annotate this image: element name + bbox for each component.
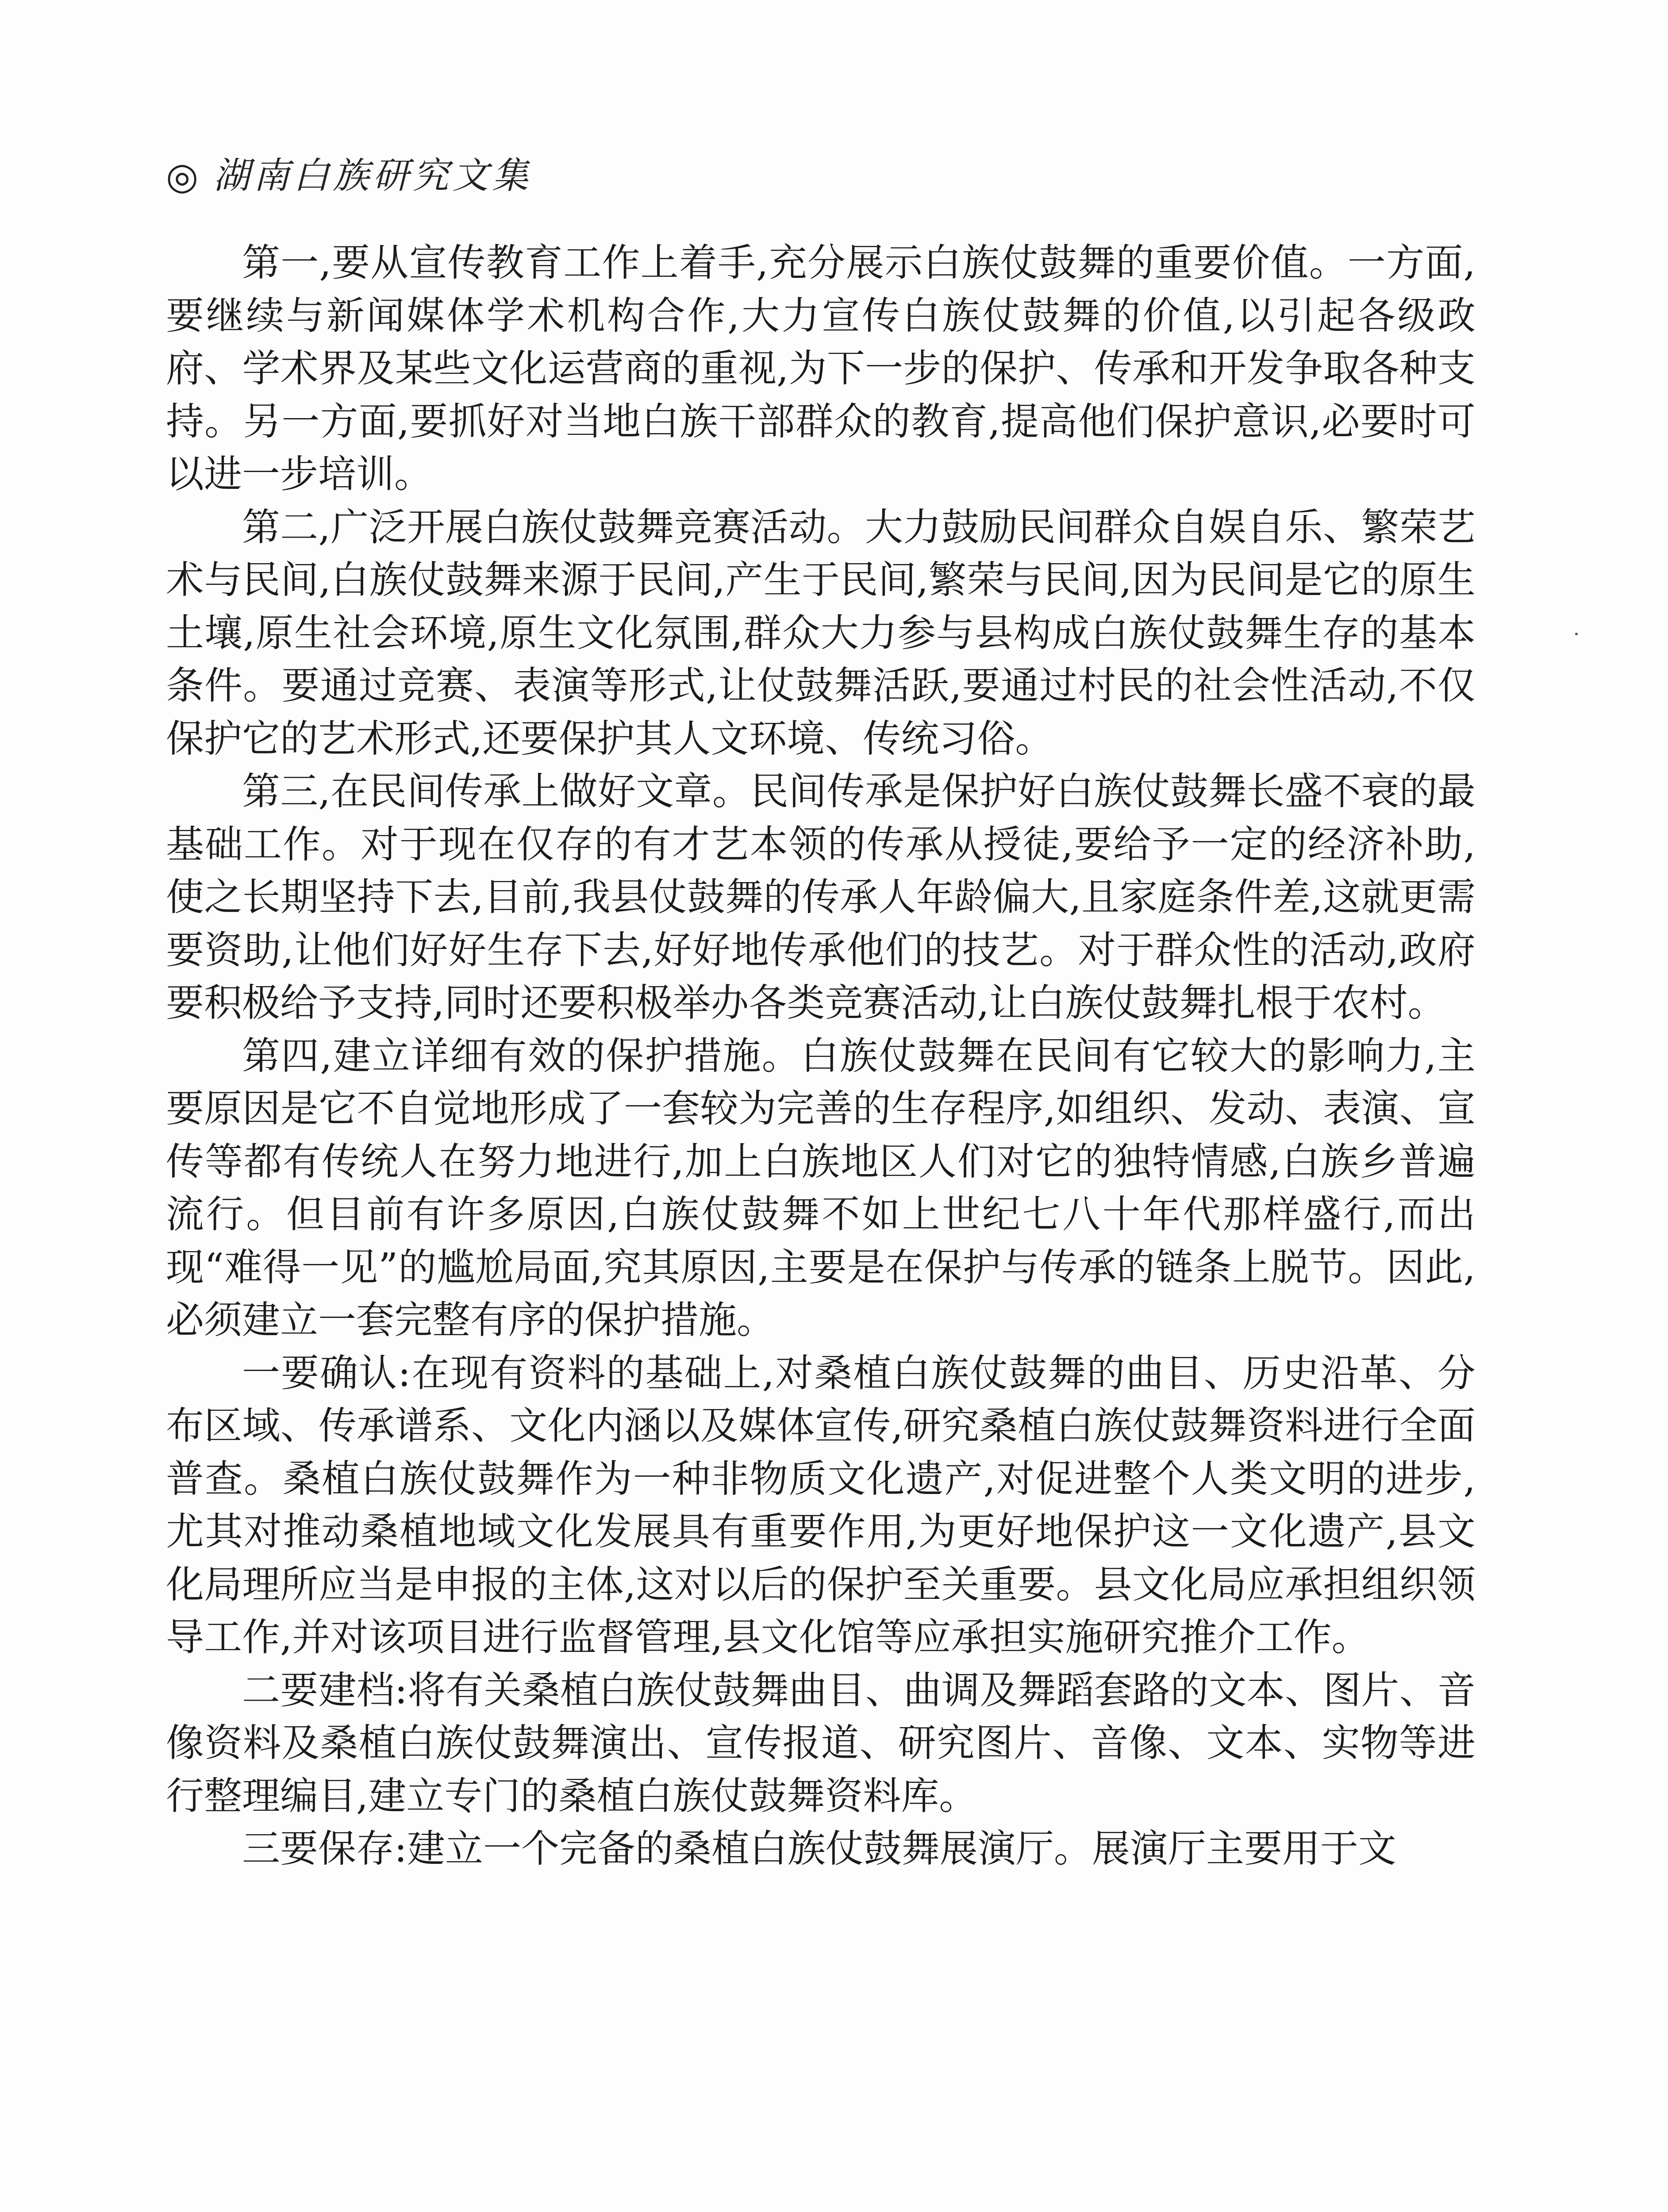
paragraph-2: 第二,广泛开展白族仗鼓舞竞赛活动。大力鼓励民间群众自娱自乐、繁荣艺术与民间,白族仗鼓舞来源于民间,产生于民间,繁荣与民间,因为民间是它的原生土壤,原生社会环境,原生文化氛围,群众大力参与县构成白族仗鼓舞生存的基本条件。要通过竞赛、表演等形式,让仗鼓舞活跃,要通过村民的社会性活动,不仅保护它的艺术形式,还要保护其人文环境、传统习俗。 — [166, 505, 1476, 761]
body-text — [166, 237, 1476, 1876]
book-title: 湖南白族研究文集 — [213, 155, 532, 197]
double-circle-icon: ◎ — [166, 154, 199, 198]
paragraph-1: 第一,要从宣传教育工作上着手,充分展示白族仗鼓舞的重要价值。一方面,要继续与新闻媒体学术机构合作,大力宣传白族仗鼓舞的价值,以引起各级政府、学术界及某些文化运营商的重视,为下一步的保护、传承和开发争取各种支持。另一方面,要抓好对当地白族干部群众的教育,提高他们保护意识,必要时可以进一步培训。 — [166, 241, 1476, 496]
paragraph-5: 一要确认:在现有资料的基础上,对桑植白族仗鼓舞的曲目、历史沿革、分布区域、传承谱系、文化内涵以及媒体宣传,研究桑植白族仗鼓舞资料进行全面普查。桑植白族仗鼓舞作为一种非物质文化遗产,对促进整个人类文明的进步,尤其对推动桑植地域文化发展具有重要作用,为更好地保护这一文化遗产,县文化局理所应当是申报的主体,这对以后的保护至关重要。县文化局应承担组织领导工作,并对该项目进行监督管理,县文化馆等应承担实施研究推介工作。 — [166, 1351, 1476, 1659]
paragraph-3: 第三,在民间传承上做好文章。民间传承是保护好白族仗鼓舞长盛不衰的最基础工作。对于现在仅存的有才艺本领的传承从授徒,要给予一定的经济补助,使之长期坚持下去,目前,我县仗鼓舞的传承人年龄偏大,且家庭条件差,这就更需要资助,让他们好好生存下去,好好地传承他们的技艺。对于群众性的活动,政府要积极给予支持,同时还要积极举办各类竞赛活动,让白族仗鼓舞扎根于农村。 — [166, 769, 1476, 1025]
paragraph-7: 三要保存:建立一个完备的桑植白族仗鼓舞展演厅。展演厅主要用于文 — [242, 1827, 1396, 1871]
paragraph-6: 二要建档:将有关桑植白族仗鼓舞曲目、曲调及舞蹈套路的文本、图片、音像资料及桑植白族仗鼓舞演出、宣传报道、研究图片、音像、文本、实物等进行整理编目,建立专门的桑植白族仗鼓舞资料库。 — [166, 1668, 1476, 1818]
paragraph-4: 第四,建立详细有效的保护措施。白族仗鼓舞在民间有它较大的影响力,主要原因是它不自觉地形成了一套较为完善的生存程序,如组织、发动、表演、宣传等都有传统人在努力地进行,加上白族地区人们对它的独特情感,白族乡普遍流行。但目前有许多原因,白族仗鼓舞不如上世纪七八十年代那样盛行,而出现“难得一见”的尴尬局面,究其原因,主要是在保护与传承的链条上脱节。因此,必须建立一套完整有序的保护措施。 — [166, 1033, 1476, 1342]
scan-speck — [1575, 633, 1578, 635]
running-head — [166, 154, 532, 198]
